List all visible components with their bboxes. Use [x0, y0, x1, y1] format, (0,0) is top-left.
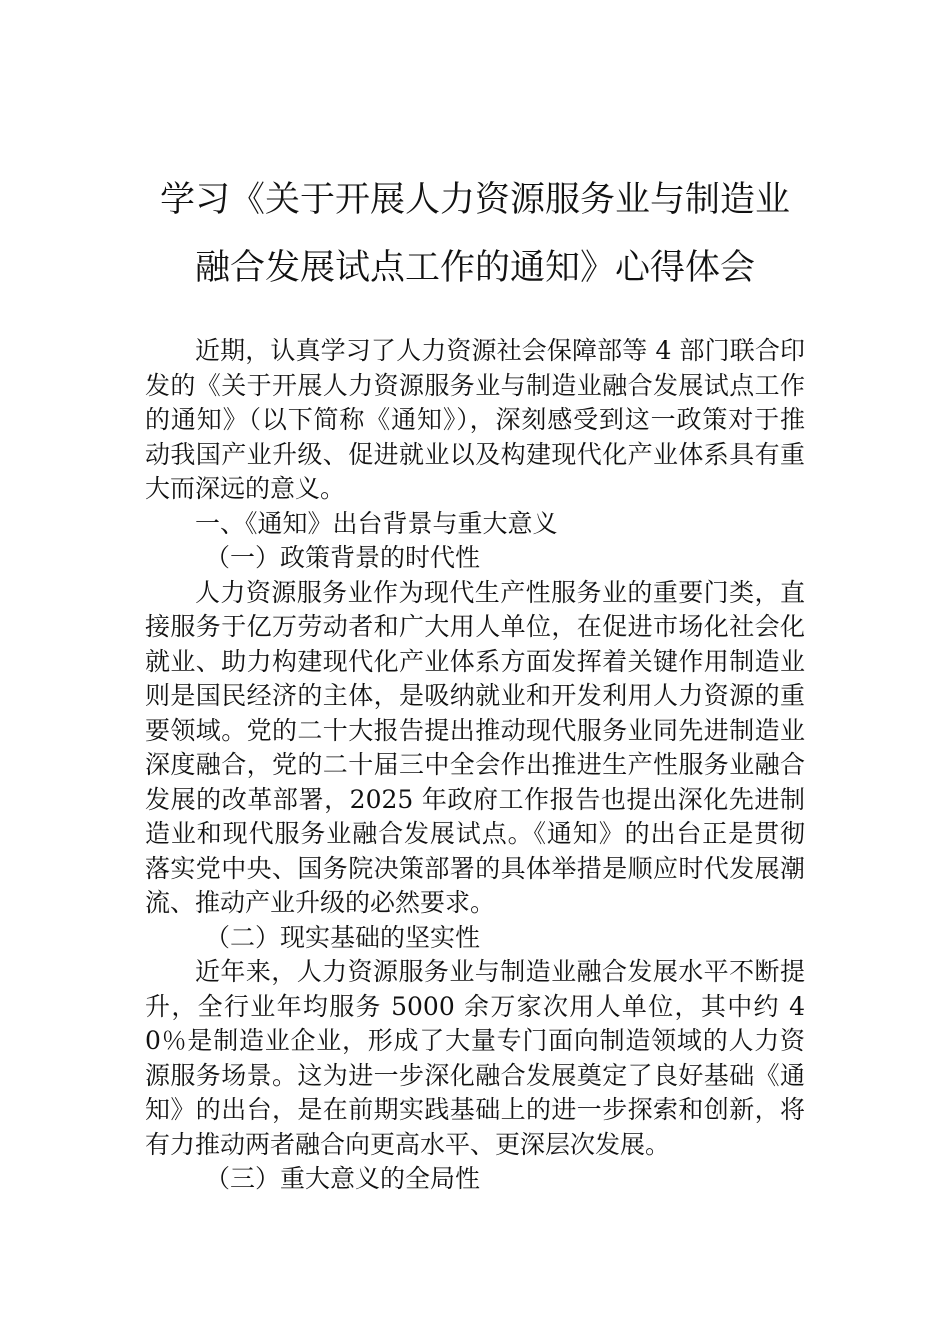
document-title-line-2: 融合发展试点工作的通知》心得体会: [194, 248, 755, 288]
subsection-heading-1: （一）政策背景的时代性: [205, 543, 481, 572]
body-paragraph-2: 近年来，人力资源服务业与制造业融合发展水平不断提升，全行业年均服务 5000 余万家次用人单位，其中约 40％是制造业企业，形成了大量专门面向制造领域的人力资源服务场景。这为进一步深化融合发展奠定了良好基础《通知》的出台，是在前期实践基础上的进一步探索和创新，将有力推动两者融合向更高水平、更深层次发展。: [145, 957, 805, 1159]
document-body: [145, 334, 805, 1197]
subsection-heading-3: （三）重大意义的全局性: [205, 1164, 481, 1193]
intro-paragraph: 近期，认真学习了人力资源社会保障部等 4 部门联合印发的《关于开展人力资源服务业与制造业融合发展试点工作的通知》（以下简称《通知》），深刻感受到这一政策对于推动我国产业升级、促进就业以及构建现代化产业体系具有重大而深远的意义。: [145, 336, 805, 503]
body-paragraph-1: 人力资源服务业作为现代生产性服务业的重要门类，直接服务于亿万劳动者和广大用人单位，在促进市场化社会化就业、助力构建现代化产业体系方面发挥着关键作用制造业则是国民经济的主体，是吸纳就业和开发利用人力资源的重要领域。党的二十大报告提出推动现代服务业同先进制造业深度融合，党的二十届三中全会作出推进生产性服务业融合发展的改革部署，2025 年政府工作报告也提出深化先进制造业和现代服务业融合发展试点。《通知》的出台正是贯彻落实党中央、国务院决策部署的具体举措是顺应时代发展潮流、推动产业升级的必然要求。: [145, 577, 805, 917]
subsection-heading-2: （二）现实基础的坚实性: [205, 922, 481, 952]
section-heading-1: 一、《通知》出台背景与重大意义: [195, 508, 558, 538]
document-title-line-1: 学习《关于开展人力资源服务业与制造业: [159, 180, 790, 220]
